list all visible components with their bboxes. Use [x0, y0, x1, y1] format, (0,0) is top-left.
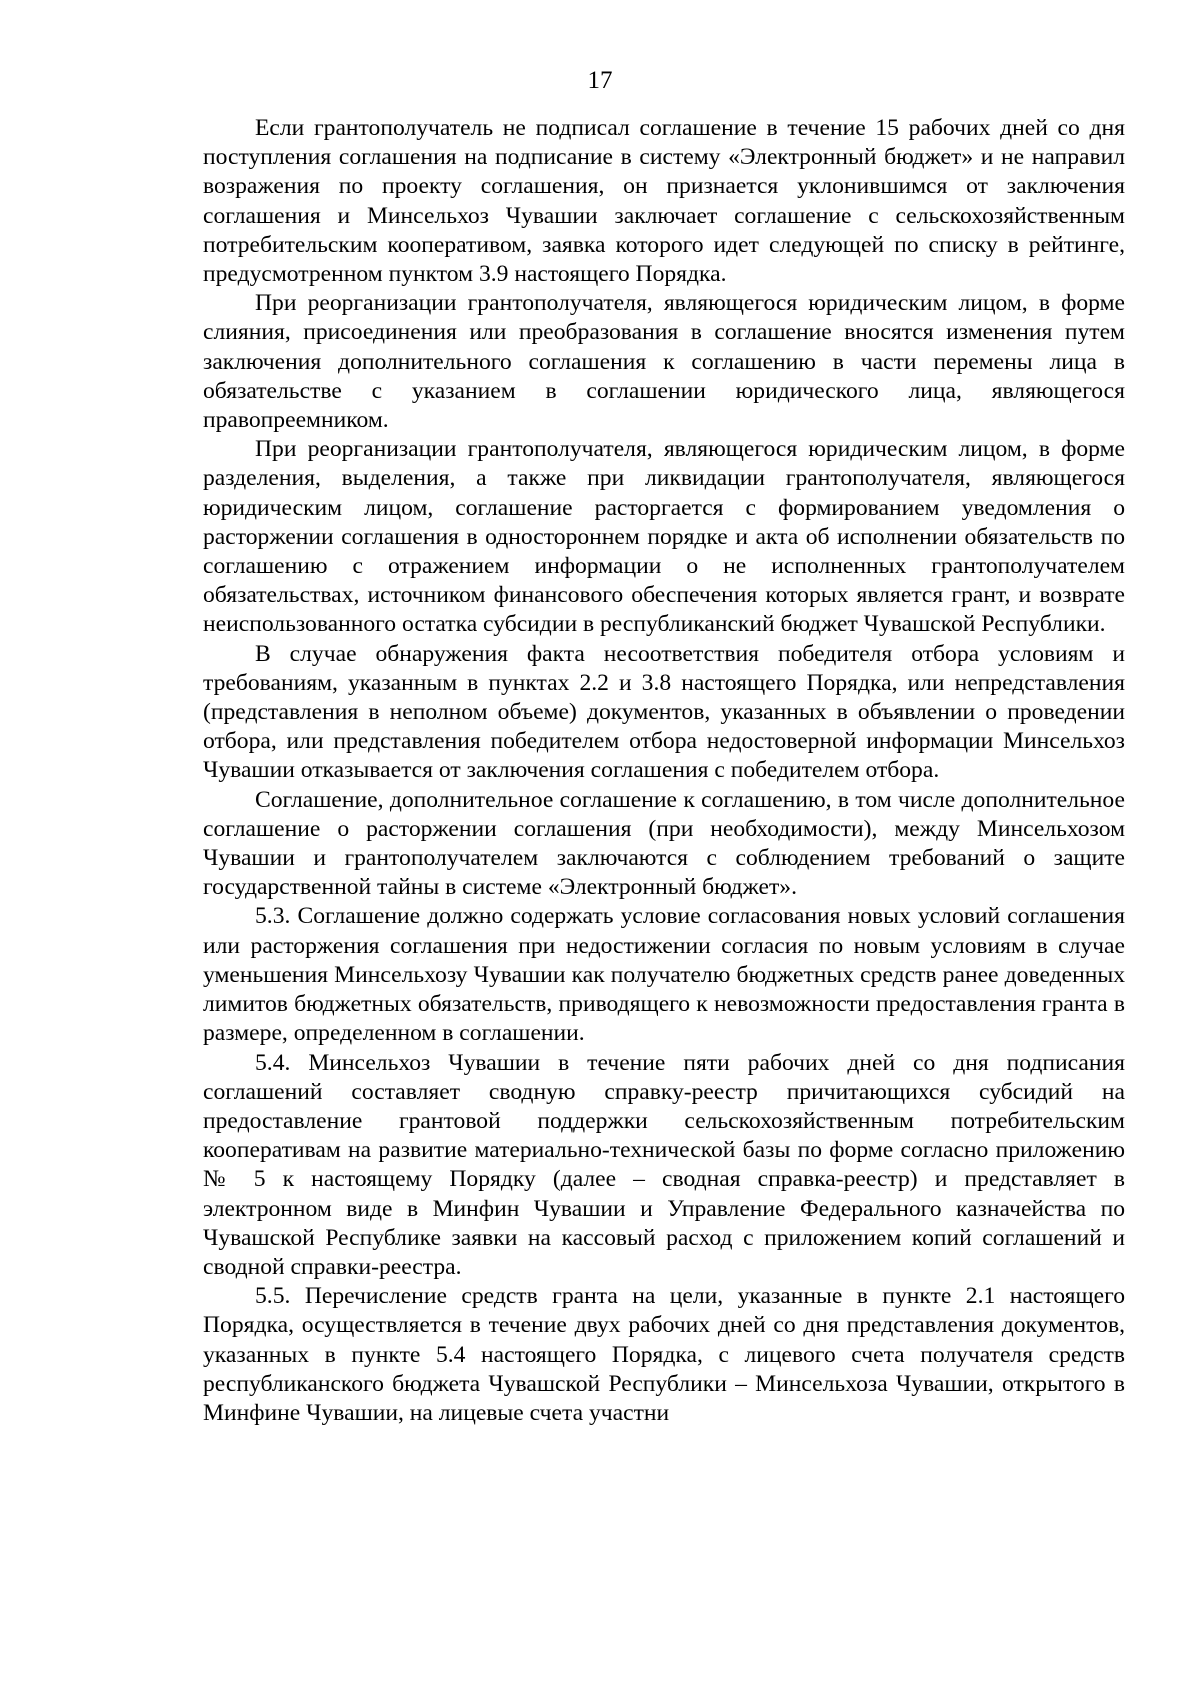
paragraph-5-3: 5.3. Соглашение должно содержать условие согласования новых условий соглашения или расторжения соглашения при недостижении согласия по новым условиям в случае уменьшения Минсельхозу Чувашии как получателю бюджетных средств ранее доведенных лимитов бюджетных обязательств, приводящего к невозможности предоставления гранта в размере, определенном в соглашении.	[203, 903, 1125, 1047]
page-number: 17	[587, 67, 613, 94]
paragraph-5-5: 5.5. Перечисление средств гранта на цели, указанные в пункте 2.1 настоящего Порядка, осуществляется в течение двух рабочих дней со дня представления документов, указанных в пункте 5.4 настоящего Порядка, с лицевого счета получателя средств республиканского бюджета Чувашской Республики – Минсельхоза Чувашии, открытого в Минфине Чувашии, на лицевые счета участни	[203, 1283, 1125, 1426]
paragraph-5-4: 5.4. Минсельхоз Чувашии в течение пяти рабочих дней со дня подписания соглашений составляет сводную справку-реестр причитающихся субсидий на предоставление грантовой поддержки сельскохозяйственным потребительским кооперативам на развитие материально-технической базы по форме согласно приложению № 5 к настоящему Порядку (далее – сводная справка-реестр) и представляет в электронном виде в Минфин Чувашии и Управление Федерального казначейства по Чувашской Республике заявки на кассовый расход с приложением копий соглашений и сводной справки-реестра.	[203, 1049, 1125, 1280]
paragraph-reorganization-merger: При реорганизации грантополучателя, являющегося юридическим лицом, в форме слияния, присоединения или преобразования в соглашение вносятся изменения путем заключения дополнительного соглашения к соглашению в части перемены лица в обязательстве с указанием в соглашении юридического лица, являющегося правопреемником.	[203, 290, 1125, 434]
paragraph-reorganization-division: При реорганизации грантополучателя, являющегося юридическим лицом, в форме разделения, выделения, а также при ликвидации грантополучателя, являющегося юридическим лицом, соглашение расторгается с формированием уведомления о расторжении соглашения в одностороннем порядке и акта об исполнении обязательств по соглашению с отражением информации о не исполненных грантополучателем обязательствах, источником финансового обеспечения которых является грант, и возврате неиспользованного остатка субсидии в республиканский бюджет Чувашской Республики.	[203, 436, 1125, 638]
paragraph-signing-deadline: Если грантополучатель не подписал соглашение в течение 15 рабочих дней со дня поступления соглашения на подписание в систему «Электронный бюджет» и не направил возражения по проекту соглашения, он признается уклонившимся от заключения соглашения и Минсельхоз Чувашии заключает соглашение с сельскохозяйственным потребительским кооперативом, заявка которого идет следующей по списку в рейтинге, предусмотренном пунктом 3.9 настоящего Порядка.	[203, 115, 1125, 288]
paragraph-agreement-secrecy: Соглашение, дополнительное соглашение к соглашению, в том числе дополнительное соглашение о расторжении соглашения (при необходимости), между Минсельхозом Чувашии и грантополучателем заключаются с соблюдением требований о защите государственной тайны в системе «Электронный бюджет».	[203, 786, 1125, 901]
paragraph-nonconformity: В случае обнаружения факта несоответствия победителя отбора условиям и требованиям, указанным в пунктах 2.2 и 3.8 настоящего Порядка, или непредставления (представления в неполном объеме) документов, указанных в объявлении о проведении отбора, или представления победителем отбора недостоверной информации Минсельхоз Чувашии отказывается от заключения соглашения с победителем отбора.	[203, 640, 1125, 784]
document-body	[203, 114, 1125, 1428]
